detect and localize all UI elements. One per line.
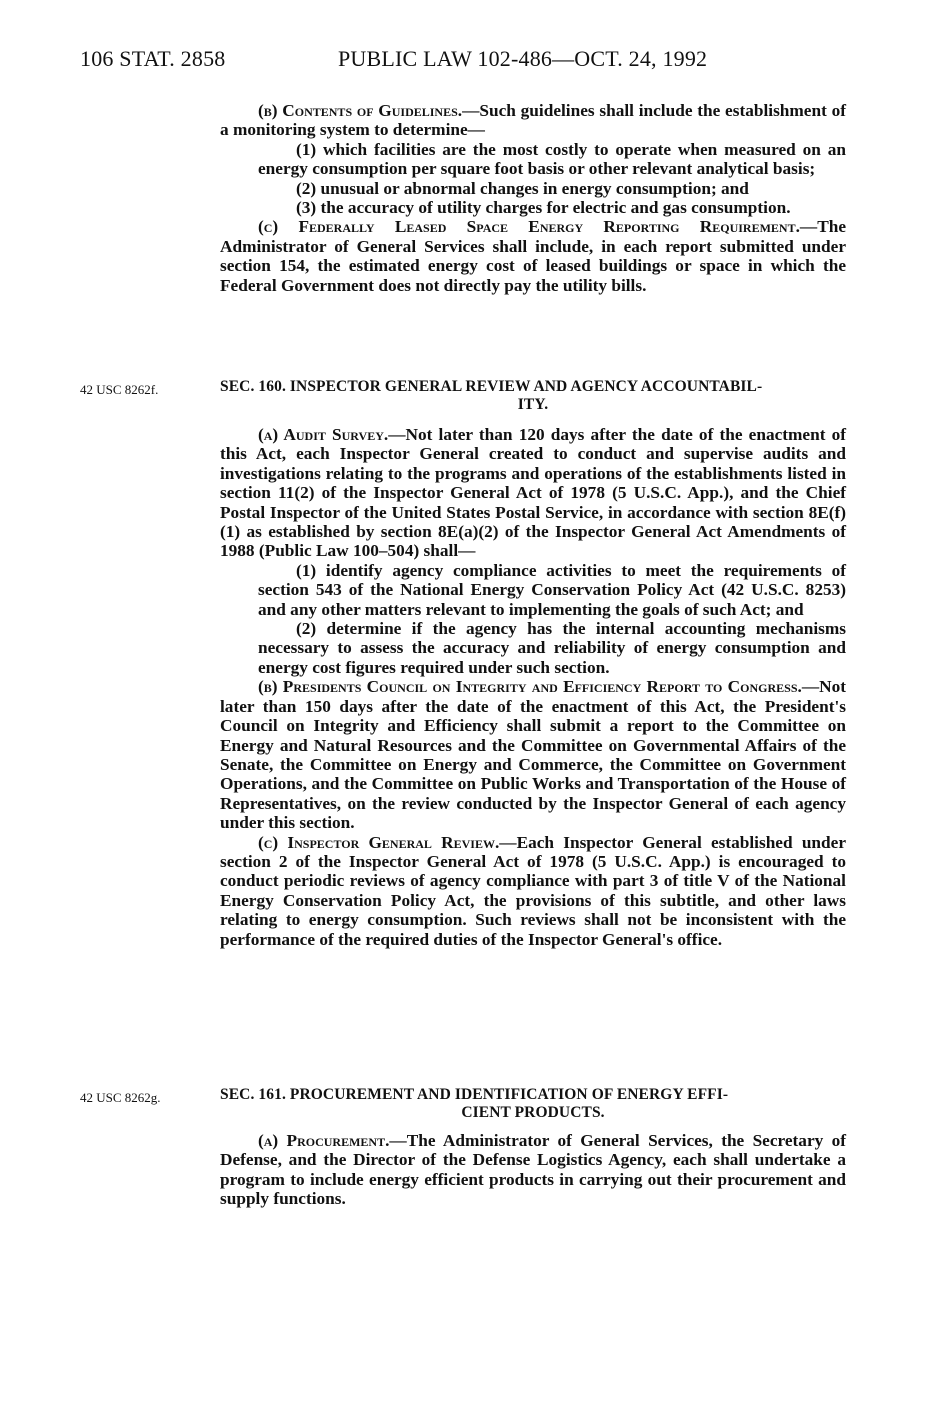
page-header xyxy=(0,46,946,80)
b-contents-item-2: (2) unusual or abnormal changes in energy consumption; and xyxy=(296,178,749,198)
c-leased-space-paragraph: (c) Federally Leased Space Energy Reporting Requirement.—The Administrator of General Services shall include, in each report submitted under section 154, the estimated energy cost of leased buildings or space in which the Federal Government does not directly pay the utility bills. xyxy=(220,217,846,295)
margin-note-8262f: 42 USC 8262f. xyxy=(80,382,159,397)
section-160-body xyxy=(220,425,846,949)
audit-survey-item-1: (1) identify agency compliance activities to meet the requirements of section 543 of the National Energy Conservation Policy Act (42 U.S.C. 8253) and any other matters relevant to implementing the goals of such Act; and xyxy=(258,560,846,619)
margin-note-8262g: 42 USC 8262g. xyxy=(80,1090,161,1105)
guidelines-block xyxy=(220,101,846,295)
b-contents-item-3: (3) the accuracy of utility charges for electric and gas consumption. xyxy=(296,198,791,218)
section-160-heading: SEC. 160. INSPECTOR GENERAL REVIEW AND AGENCY ACCOUNTABIL- ITY. xyxy=(220,378,763,413)
section-161-heading: SEC. 161. PROCUREMENT AND IDENTIFICATION OF ENERGY EFFI- CIENT PRODUCTS. xyxy=(220,1086,729,1121)
b-contents-paragraph: (b) Contents of Guidelines.—Such guidelines shall include the establishment of a monitoring system to determine— xyxy=(220,101,846,140)
public-law-title: PUBLIC LAW 102-486—OCT. 24, 1992 xyxy=(338,46,708,71)
b-contents-item-1: (1) which facilities are the most costly to operate when measured on an energy consumption per square foot basis or other relevant analytical basis; xyxy=(258,139,846,179)
presidents-council-paragraph: (b) Presidents Council on Integrity and Efficiency Report to Congress.—Not later than 150 days after the date of the enactment of this Act, the President's Council on Integrity and Efficiency shall submit a report to the Committee on Energy and Natural Resources and the Committee on Governmental Affairs of the Senate, the Committee on Energy and Commerce, the Committee on Government Operations, and the Committee on Public Works and Transportation of the House of Representatives, on the review conducted by the Inspector General of each agency under this section. xyxy=(220,677,846,833)
audit-survey-paragraph: (a) Audit Survey.—Not later than 120 days after the date of the enactment of this Act, each Inspector General created to conduct and supervise audits and investigations relating to the programs and operations of the establishments listed in section 11(2) of the Inspector General Act of 1978 (5 U.S.C. App.), and the Chief Postal Inspector of the United States Postal Service, in accordance with section 8E(f)(1) as established by section 8E(a)(2) of the Inspector General Act Amendments of 1988 (Public Law 100–504) shall— xyxy=(220,425,847,561)
procurement-paragraph: (a) Procurement.—The Administrator of General Services, the Secretary of Defense, and the Director of the Defense Logistics Agency, each shall undertake a program to include energy efficient products in carrying out their procurement and supply functions. xyxy=(220,1131,847,1209)
audit-survey-item-2: (2) determine if the agency has the internal accounting mechanisms necessary to assess the accuracy and reliability of energy consumption and energy cost figures required under such section. xyxy=(258,619,846,677)
section-161-body xyxy=(220,1131,846,1209)
inspector-general-review-paragraph: (c) Inspector General Review.—Each Inspector General established under section 2 of the Inspector General Act of 1978 (5 U.S.C. App.) is encouraged to conduct periodic reviews of agency compliance with part 3 of title V of the National Energy Conservation Policy Act, the provisions of this subtitle, and other laws relating to energy consumption. Such reviews shall not be inconsistent with the performance of the required duties of the Inspector General's office. xyxy=(220,832,846,949)
stat-page-number: 106 STAT. 2858 xyxy=(80,46,226,71)
